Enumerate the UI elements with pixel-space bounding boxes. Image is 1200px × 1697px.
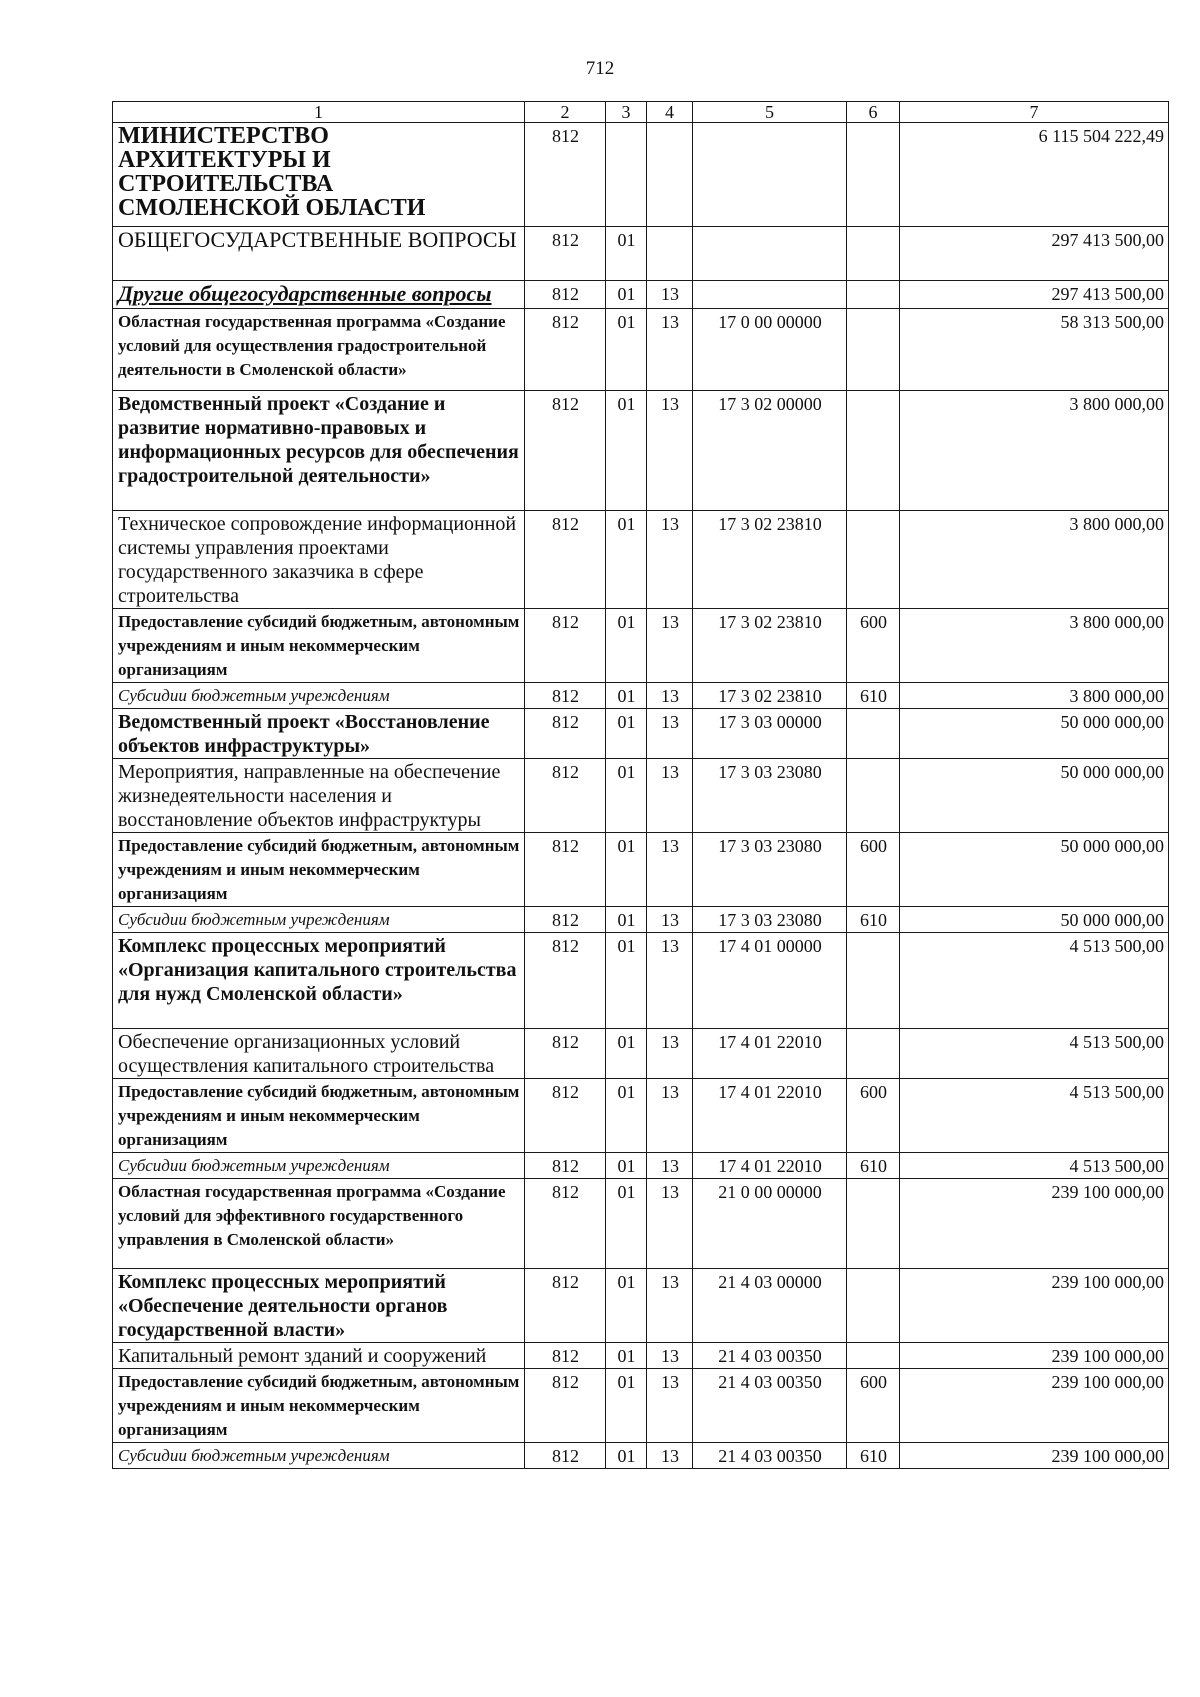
ministry-code: 812 [525,309,606,391]
amount: 239 100 000,00 [900,1443,1169,1469]
subsection-code: 13 [647,391,693,511]
section-code: 01 [606,1369,647,1443]
column-number: 4 [647,102,693,123]
ministry-code: 812 [525,1343,606,1369]
target-article-code: 17 3 03 23080 [693,759,847,833]
subsection-code: 13 [647,1443,693,1469]
table-row [113,759,1169,833]
ministry-code: 812 [525,1369,606,1443]
table-row [113,1369,1169,1443]
column-number: 6 [847,102,900,123]
expense-type-code: 600 [847,833,900,907]
table-row [113,683,1169,709]
subsection-code: 13 [647,309,693,391]
item-name: Субсидии бюджетным учреждениям [113,907,525,933]
expense-type-code: 610 [847,907,900,933]
target-article-code: 21 4 03 00350 [693,1369,847,1443]
amount: 4 513 500,00 [900,1079,1169,1153]
section-code: 01 [606,281,647,309]
amount: 297 413 500,00 [900,281,1169,309]
section-code: 01 [606,1179,647,1269]
section-code [606,123,647,227]
expense-type-code: 610 [847,1153,900,1179]
section-code: 01 [606,1029,647,1079]
expense-type-code [847,759,900,833]
amount: 4 513 500,00 [900,1029,1169,1079]
section-code: 01 [606,1153,647,1179]
table-row [113,1269,1169,1343]
target-article-code: 17 3 03 23080 [693,907,847,933]
target-article-code: 21 4 03 00350 [693,1443,847,1469]
item-name: Ведомственный проект «Создание и развитие нормативно-правовых и информационных ресурсов для обеспечения градостроительной деятельности» [113,391,525,511]
item-name: Предоставление субсидий бюджетным, автономным учреждениям и иным некоммерческим организациям [113,609,525,683]
section-code: 01 [606,933,647,1029]
ministry-code: 812 [525,1269,606,1343]
target-article-code: 17 3 02 23810 [693,609,847,683]
ministry-code: 812 [525,227,606,281]
target-article-code [693,123,847,227]
subsection-code: 13 [647,709,693,759]
ministry-code: 812 [525,709,606,759]
item-name: Другие общегосударственные вопросы [113,281,525,309]
amount: 4 513 500,00 [900,933,1169,1029]
amount: 3 800 000,00 [900,683,1169,709]
column-number: 2 [525,102,606,123]
section-code: 01 [606,1079,647,1153]
expense-type-code [847,709,900,759]
subsection-code [647,227,693,281]
target-article-code: 17 4 01 22010 [693,1079,847,1153]
table-row [113,933,1169,1029]
amount: 4 513 500,00 [900,1153,1169,1179]
target-article-code: 21 0 00 00000 [693,1179,847,1269]
section-code: 01 [606,833,647,907]
table-row [113,1443,1169,1469]
target-article-code: 17 0 00 00000 [693,309,847,391]
item-name: Капитальный ремонт зданий и сооружений [113,1343,525,1369]
column-number: 7 [900,102,1169,123]
table-row [113,833,1169,907]
table-row [113,1079,1169,1153]
item-name: Субсидии бюджетным учреждениям [113,1443,525,1469]
table-row [113,511,1169,609]
ministry-code: 812 [525,391,606,511]
expense-type-code [847,309,900,391]
expense-type-code [847,281,900,309]
table-row [113,281,1169,309]
section-code: 01 [606,391,647,511]
amount: 6 115 504 222,49 [900,123,1169,227]
column-number: 3 [606,102,647,123]
item-name: Техническое сопровождение информационной системы управления проектами государственного заказчика в сфере строительства [113,511,525,609]
table-row [113,123,1169,227]
section-code: 01 [606,709,647,759]
ministry-code: 812 [525,1079,606,1153]
ministry-code: 812 [525,1029,606,1079]
amount: 58 313 500,00 [900,309,1169,391]
target-article-code: 17 3 02 23810 [693,511,847,609]
target-article-code: 21 4 03 00000 [693,1269,847,1343]
target-article-code: 17 3 03 23080 [693,833,847,907]
target-article-code: 21 4 03 00350 [693,1343,847,1369]
target-article-code: 17 4 01 00000 [693,933,847,1029]
page-number: 712 [585,58,615,79]
table-row [113,1153,1169,1179]
table-row [113,1029,1169,1079]
expense-type-code: 610 [847,683,900,709]
ministry-code: 812 [525,123,606,227]
table-row [113,227,1169,281]
amount: 50 000 000,00 [900,907,1169,933]
amount: 239 100 000,00 [900,1369,1169,1443]
item-name: Субсидии бюджетным учреждениям [113,683,525,709]
amount: 239 100 000,00 [900,1343,1169,1369]
amount: 297 413 500,00 [900,227,1169,281]
subsection-code: 13 [647,1269,693,1343]
ministry-code: 812 [525,1179,606,1269]
table-row [113,709,1169,759]
section-code: 01 [606,309,647,391]
expense-type-code [847,391,900,511]
amount: 50 000 000,00 [900,709,1169,759]
budget-table [112,101,1169,1469]
expense-type-code: 610 [847,1443,900,1469]
subsection-code: 13 [647,1343,693,1369]
table-row [113,1179,1169,1269]
expense-type-code: 600 [847,1079,900,1153]
item-name: Предоставление субсидий бюджетным, автономным учреждениям и иным некоммерческим организациям [113,1369,525,1443]
target-article-code [693,227,847,281]
ministry-code: 812 [525,1153,606,1179]
item-name: Областная государственная программа «Создание условий для осуществления градостроительной деятельности в Смоленской области» [113,309,525,391]
subsection-code: 13 [647,907,693,933]
expense-type-code [847,1269,900,1343]
section-code: 01 [606,907,647,933]
subsection-code: 13 [647,281,693,309]
target-article-code: 17 3 02 00000 [693,391,847,511]
item-name: Обеспечение организационных условий осуществления капитального строительства [113,1029,525,1079]
section-code: 01 [606,511,647,609]
item-name: ОБЩЕГОСУДАРСТВЕННЫЕ ВОПРОСЫ [113,227,525,281]
table-row [113,907,1169,933]
target-article-code [693,281,847,309]
item-name: Комплекс процессных мероприятий «Обеспечение деятельности органов государственной власти» [113,1269,525,1343]
target-article-code: 17 4 01 22010 [693,1153,847,1179]
column-number-row [113,102,1169,123]
section-code: 01 [606,1269,647,1343]
ministry-code: 812 [525,759,606,833]
section-code: 01 [606,227,647,281]
expense-type-code [847,1179,900,1269]
table-row [113,609,1169,683]
ministry-code: 812 [525,833,606,907]
ministry-code: 812 [525,933,606,1029]
expense-type-code [847,511,900,609]
item-name: Предоставление субсидий бюджетным, автономным учреждениям и иным некоммерческим организациям [113,1079,525,1153]
amount: 239 100 000,00 [900,1269,1169,1343]
target-article-code: 17 4 01 22010 [693,1029,847,1079]
section-code: 01 [606,1443,647,1469]
section-code: 01 [606,683,647,709]
column-number: 5 [693,102,847,123]
ministry-code: 812 [525,1443,606,1469]
expense-type-code: 600 [847,609,900,683]
amount: 3 800 000,00 [900,511,1169,609]
amount: 3 800 000,00 [900,609,1169,683]
subsection-code [647,123,693,227]
subsection-code: 13 [647,683,693,709]
item-name: Комплекс процессных мероприятий «Организация капитального строительства для нужд Смоленской области» [113,933,525,1029]
amount: 50 000 000,00 [900,759,1169,833]
amount: 3 800 000,00 [900,391,1169,511]
subsection-code: 13 [647,609,693,683]
subsection-code: 13 [647,933,693,1029]
item-name: МИНИСТЕРСТВО АРХИТЕКТУРЫ И СТРОИТЕЛЬСТВА СМОЛЕНСКОЙ ОБЛАСТИ [113,123,525,227]
subsection-code: 13 [647,1029,693,1079]
item-name: Предоставление субсидий бюджетным, автономным учреждениям и иным некоммерческим организациям [113,833,525,907]
item-name: Мероприятия, направленные на обеспечение жизнедеятельности населения и восстановление объектов инфраструктуры [113,759,525,833]
subsection-code: 13 [647,1179,693,1269]
ministry-code: 812 [525,511,606,609]
expense-type-code [847,1343,900,1369]
expense-type-code [847,123,900,227]
expense-type-code: 600 [847,1369,900,1443]
section-code: 01 [606,759,647,833]
amount: 239 100 000,00 [900,1179,1169,1269]
subsection-code: 13 [647,759,693,833]
ministry-code: 812 [525,281,606,309]
subsection-code: 13 [647,1079,693,1153]
target-article-code: 17 3 03 00000 [693,709,847,759]
table-row [113,1343,1169,1369]
expense-type-code [847,1029,900,1079]
amount: 50 000 000,00 [900,833,1169,907]
item-name: Субсидии бюджетным учреждениям [113,1153,525,1179]
expense-type-code [847,227,900,281]
expense-type-code [847,933,900,1029]
subsection-code: 13 [647,1153,693,1179]
section-code: 01 [606,609,647,683]
column-number: 1 [113,102,525,123]
section-code: 01 [606,1343,647,1369]
subsection-code: 13 [647,511,693,609]
item-name: Ведомственный проект «Восстановление объектов инфраструктуры» [113,709,525,759]
table-row [113,391,1169,511]
table-row [113,309,1169,391]
ministry-code: 812 [525,907,606,933]
target-article-code: 17 3 02 23810 [693,683,847,709]
ministry-code: 812 [525,609,606,683]
subsection-code: 13 [647,1369,693,1443]
ministry-code: 812 [525,683,606,709]
item-name: Областная государственная программа «Создание условий для эффективного государственного управления в Смоленской области» [113,1179,525,1269]
subsection-code: 13 [647,833,693,907]
